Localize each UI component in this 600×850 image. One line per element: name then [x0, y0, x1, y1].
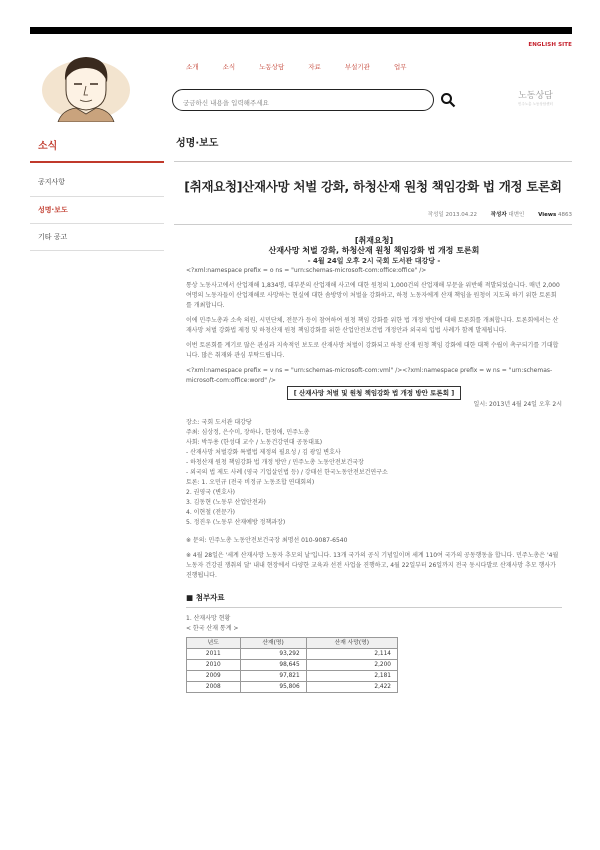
- table-cell: 95,806: [240, 682, 306, 693]
- counsel-label: 노동상담: [518, 91, 553, 101]
- logo-illustration[interactable]: [36, 50, 136, 122]
- table-cell: 97,821: [240, 671, 306, 682]
- sidebar-divider: [30, 161, 164, 163]
- main-nav: [186, 62, 431, 71]
- detail-line: 3. 김동현 (노동부 산업안전과): [186, 499, 266, 506]
- paragraph: 통상 노동사고에서 산업재해 1,834명, 대부분의 산업재해 사고에 대한 원청의 1,000건의 산업재해 부문을 위반해 적발되었습니다. 매년 2,000여명의 노동자들이 산업재해로 사망하는 현실에 대한 솜방망이 처벌을 강화하고, 하청 노동자에게 산재 책임을 원청이 지도록 하기 위한 토론회를 개최합니다.: [186, 282, 560, 309]
- press-tag: [취재요청]: [354, 236, 394, 245]
- attachment-item: 1. 산재사망 현황: [186, 615, 231, 622]
- counsel-sublabel: 민주노총 노동상담센터: [518, 102, 553, 106]
- table-cell: 93,292: [240, 649, 306, 660]
- xml-artifact: <?xml:namespace prefix = v ns = "urn:schemas-microsoft-com:vml" /><?xml:namespace prefix = w ns = "urn:schemas-microsoft-com:office:word" />: [186, 367, 553, 384]
- contact-line: ※ 문의: 민주노총 노동안전보건국장 최명선 010-9087-6540: [186, 537, 348, 544]
- note-paragraph: ※ 4월 28일은 '세계 산재사망 노동자 추모의 날'입니다. 13개 국가의 공식 기념일이며 세계 110여 국가의 공동행동을 합니다. 민주노총은 '4월 노동자 건강권 쟁취의 달' 내내 현장에서 다양한 교육과 선전 사업을 진행하고, 4월 22일부터 26일까지 전국 동시다발로 산재사망 추모 행사가 진행됩니다.: [186, 552, 559, 579]
- detail-line: - 산재사망 처벌강화 특별법 제정의 필요성 / 김 광일 변호사: [186, 449, 341, 456]
- nav-item-about[interactable]: 소개: [186, 63, 199, 71]
- views-label: Views: [538, 212, 557, 218]
- meta-divider: [174, 224, 572, 225]
- sidebar-separator: [30, 196, 164, 197]
- table-header: 산재(명): [240, 638, 306, 649]
- detail-line: 토론: 1. 오민규 (전국 비정규 노동조합 연대회의): [186, 479, 315, 486]
- detail-line: - 외국의 법 제도 사례 (영국 기업살인법 등) / 강태선 한국노동안전보건연구소: [186, 469, 388, 476]
- table-header: 산재 사망(명): [306, 638, 397, 649]
- xml-artifact: <?xml:namespace prefix = o ns = "urn:schemas-microsoft-com:office:office" />: [186, 267, 427, 274]
- sidebar-separator: [30, 250, 164, 251]
- sidebar-item-other-notices[interactable]: 기타 공고: [38, 233, 68, 241]
- nav-item-work[interactable]: 업무: [393, 63, 407, 71]
- event-date: 일시: 2013년 4월 24일 오후 2시: [473, 401, 562, 408]
- article-body: [186, 236, 562, 693]
- sidebar-menu: [38, 177, 68, 260]
- nav-item-news[interactable]: 소식: [222, 63, 236, 71]
- table-cell: 2,200: [306, 660, 397, 671]
- stats-table: [186, 637, 398, 693]
- table-cell: 2009: [187, 671, 241, 682]
- page-title: 성명·보도: [176, 138, 219, 149]
- date-value: 2013.04.22: [445, 212, 477, 218]
- table-cell: 2,181: [306, 671, 397, 682]
- table-cell: 2,422: [306, 682, 397, 693]
- table-cell: 2010: [187, 660, 241, 671]
- title-divider: [174, 161, 572, 162]
- search-icon[interactable]: [440, 92, 456, 108]
- detail-line: 장소: 국회 도서관 대강당: [186, 419, 252, 426]
- article-title: [취재요청]산재사망 처벌 강화, 하청산재 원청 책임강화 법 개정 토론회: [184, 179, 562, 194]
- search-input[interactable]: [183, 99, 413, 107]
- attachments-heading: ■ 첨부자료: [186, 593, 562, 608]
- detail-line: 4. 이현철 (전문가): [186, 509, 235, 516]
- article-meta: [428, 210, 572, 218]
- sidebar-item-statements[interactable]: 성명·보도: [38, 205, 68, 214]
- sidebar-item-notices[interactable]: 공지사항: [38, 178, 66, 186]
- detail-line: 주최: 심상정, 은수미, 장하나, 한정애, 민주노총: [186, 429, 310, 436]
- table-row: [187, 660, 398, 671]
- nav-item-resources[interactable]: 자료: [308, 63, 321, 71]
- table-row: [187, 671, 398, 682]
- table-cell: 2008: [187, 682, 241, 693]
- press-heading: 산재사망 처벌 강화, 하청산재 원청 책임강화 법 개정 토론회: [268, 246, 480, 255]
- paragraph: 이번 토론회를 계기로 많은 관심과 지속적인 보도로 산재사망 처벌이 강화되고 하청 산재 원청 책임 강화에 대한 대책 수립이 촉구되기를 기대합니다. 많은 취재와 관심 부탁드립니다.: [186, 342, 559, 359]
- nav-item-counsel[interactable]: 노동상담: [259, 63, 285, 71]
- detail-line: - 하청산재 원청 책임강화 법 개정 방안 / 민주노총 노동안전보건국장: [186, 459, 364, 466]
- table-cell: 2,114: [306, 649, 397, 660]
- labor-counsel-link[interactable]: [518, 88, 553, 107]
- search-box: [172, 89, 434, 111]
- detail-line: 사회: 박두용 (한성대 교수 / 노동건강연대 공동대표): [186, 439, 323, 446]
- event-title: [ 산재사망 처벌 및 원청 책임강화 법 개정 방안 토론회 ]: [287, 386, 461, 400]
- press-subheading: - 4월 24일 오후 2시 국회 도서관 대강당 -: [307, 257, 441, 265]
- table-cell: 98,645: [240, 660, 306, 671]
- table-row: [187, 649, 398, 660]
- nav-item-affiliates[interactable]: 부설기관: [344, 63, 370, 71]
- detail-line: 5. 정진우 (노동부 산재예방 정책과장): [186, 519, 286, 526]
- paragraph: 이에 민주노총과 소속 의원, 시민단체, 전문가 등이 참여하여 원청 책임 강화를 위한 법 개정 방안에 대해 토론회를 개최합니다. 토론회에서는 산재사망 처벌 강화법 제정 및 하청산재 원청 책임강화를 위한 산업안전보건법 개정안과 외국의 입법 사례가 함께 발제됩니다.: [186, 317, 559, 334]
- table-caption: < 한국 산재 통계 >: [186, 625, 239, 632]
- english-site-link[interactable]: ENGLISH SITE: [528, 42, 572, 48]
- views-value: 4863: [558, 212, 572, 218]
- top-black-bar: [30, 27, 572, 34]
- detail-line: 2. 권영국 (변호사): [186, 489, 235, 496]
- table-cell: 2011: [187, 649, 241, 660]
- sidebar-title: 소식: [38, 141, 58, 152]
- date-label: 작성일: [427, 212, 444, 218]
- author-label: 작성자: [490, 212, 507, 218]
- table-header: 년도: [187, 638, 241, 649]
- table-row: [187, 682, 398, 693]
- sidebar-separator: [30, 223, 164, 224]
- author-value: 대변인: [508, 212, 525, 218]
